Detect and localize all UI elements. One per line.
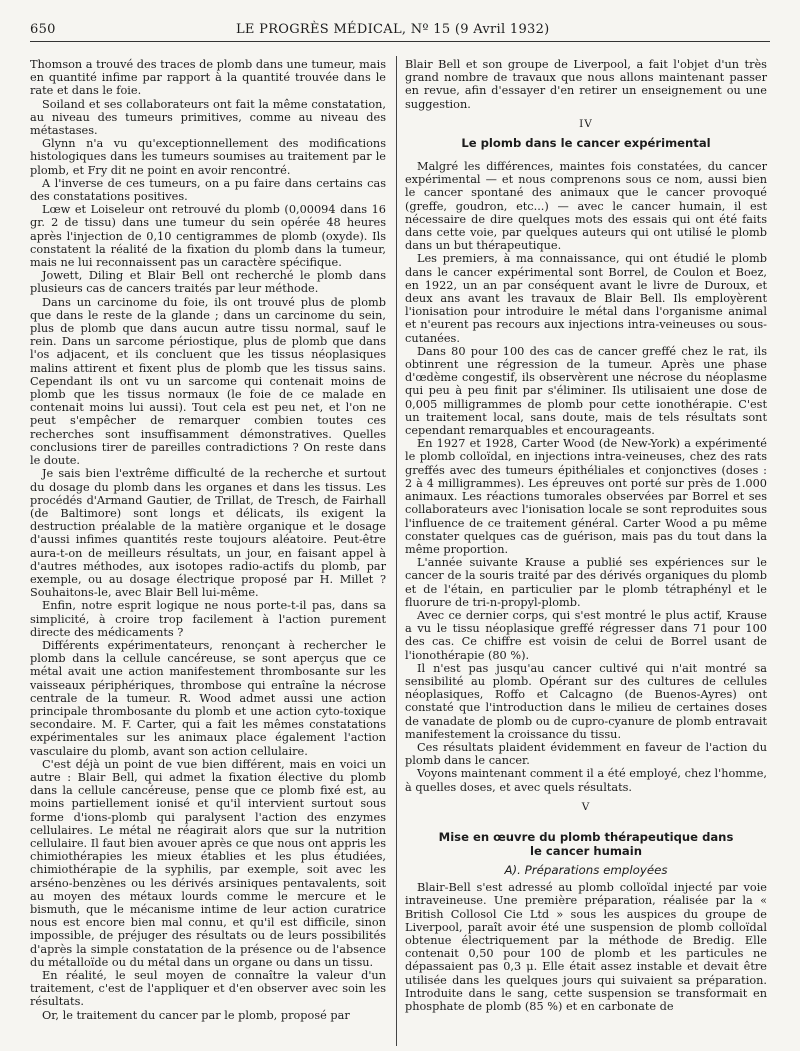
paragraph: En réalité, le seul moyen de connaître la valeur d'un traitement, c'est de l'appliquer et d'en observer avec soin les résultats. xyxy=(30,969,386,1009)
paragraph: Je sais bien l'extrême difficulté de la recherche et surtout du dosage du plomb dans les organes et dans les tissus. Les procédés d'Armand Gautier, de Trillat, de Tresch, de Fairhall (de Baltimore) sont longs et délicats, ils exigent la destruction préalable de la matière organique et le dosage d'aussi infimes quantités reste toujours aléatoire. Peut-être aura-t-on de meilleurs résultats, un jour, en faisant appel à d'autres méthodes, aux isotopes radio-actifs du plomb, par exemple, ou au dosage électrique proposé par H. Millet ? Souhaitons-le, avec Blair Bell lui-même. xyxy=(30,467,386,600)
paragraph: Voyons maintenant comment il a été employé, chez l'homme, à quelles doses, et avec quels résultats. xyxy=(405,767,767,794)
paragraph: Soiland et ses collaborateurs ont fait la même constatation, au niveau des tumeurs primitives, comme au niveau des métastases. xyxy=(30,97,386,138)
section-title-line: le cancer humain xyxy=(530,843,642,858)
paragraph: Il n'est pas jusqu'au cancer cultivé qui n'ait montré sa sensibilité au plomb. Opérant sur des cultures de cellules néoplasiques, Roffo et Calcagno (de Buenos-Ayres) ont constaté que l'introduction dans le milieu de certaines doses de vanadate de plomb ou de cupro-cyanure de plomb entravait manifestement la croissance du tissu. xyxy=(405,661,767,741)
paragraph: Or, le traitement du cancer par le plomb, proposé par xyxy=(42,1008,350,1022)
paragraph: Ces résultats plaident évidemment en faveur de l'action du plomb dans le cancer. xyxy=(405,740,767,768)
paragraph: Blair-Bell s'est adressé au plomb colloïdal injecté par voie intraveineuse. Une première préparation, réalisée par la « British Collosol Cie Ltd » sous les auspices du groupe de Liverpool, paraît avoir été une suspension de plomb colloïdal obtenue électriquement par la méthode de Bredig. Elle contenait 0,50 pour 100 de plomb et les particules ne dépassaient pas 0,3 μ. Elle était assez instable et devait être utilisée dans les quelques jours qui suivaient sa préparation. Introduite dans le sang, cette suspension se transformait en phosphate de plomb (85 %) et en carbonate de xyxy=(405,881,767,1013)
paragraph: C'est déjà un point de vue bien différent, mais en voici un autre : Blair Bell, qui admet la fixation élective du plomb dans la cellule cancéreuse, pense que ce plomb fixé est, au moins partiellement ionisé et qu'il intervient surtout sous forme d'ions-plomb qui paralysent l'action des enzymes cellulaires. Le métal ne réagirait alors que sur la nutrition cellulaire. Il faut bien avouer après ce que nous ont appris les chimiothérapies les mieux établies et les plus étudiées, chimiothérapie de la syphilis, par exemple, soit avec les arséno-benzènes ou les dérivés arsiniques pentavalents, soit au moyen des métaux lourds comme le mercure et le bismuth, que le mécanisme intime de leur action curatrice nous est encore bien mal connu, et qu'il est difficile, sinon impossible, de préjuger des résultats ou de leurs possibilités d'après la simple constatation de la présence ou de l'absence du métalloïde ou du métal dans un organe ou dans un tissu. xyxy=(30,757,386,969)
paragraph: Dans 80 pour 100 des cas de cancer greffé chez le rat, ils obtinrent une régression de la tumeur. Après une phase d'œdème congestif, ils observèrent une nécrose du néoplasme qui peu à peu finit par s'éliminer. Ils utilisaient une dose de 0,005 milligrammes de plomb pour cette ionothérapie. C'est un traitement local, sans doute, mais de tels résultats sont cependant remarquables et encourageants. xyxy=(405,344,767,438)
paragraph: L'année suivante Krause a publié ses expériences sur le cancer de la souris traité par des dérivés organiques du plomb et de l'étain, en particulier par le plomb tétraphényl et le fluorure de tri-n-propyl-plomb. xyxy=(405,556,767,609)
paragraph: Les premiers, à ma connaissance, qui ont étudié le plomb dans le cancer expérimental sont Borrel, de Coulon et Boez, en 1922, un an par conséquent avant le livre de Duroux, et deux ans avant les travaux de Blair Bell. Ils employèrent l'ionisation pour introduire le métal dans l'organisme animal et n'eurent pas recours aux injections intra-veineuses ou sous-cutanées. xyxy=(405,252,767,345)
paragraph: Différents expérimentateurs, renonçant à rechercher le plomb dans la cellule cancéreuse, se sont aperçus que ce métal avait une action manifestement thrombosante sur les vaisseaux périphériques, thrombose qui entraîne la nécrose centrale de la tumeur. R. Wood admet aussi une action principale thrombosante du plomb et une action cyto-toxique secondaire. M. F. Carter, qui a fait les mêmes constatations expérimentales sur les animaux place également l'action vasculaire du plomb, avant son action cellulaire. xyxy=(30,638,386,758)
page-number: 650 xyxy=(30,22,56,37)
running-header xyxy=(30,18,770,44)
column-divider xyxy=(396,56,397,1046)
paragraph: Malgré les différences, maintes fois constatées, du cancer expérimental — et nous comprenons sous ce nom, aussi bien le cancer spontané des animaux que le cancer provoqué (greffe, goudron, etc...) — avec le cancer humain, il est nécessaire de dire quelques mots des essais qui ont été faits dans cette voie, par quelques auteurs qui ont utilisé le plomb dans un but thérapeutique. xyxy=(405,160,767,253)
paragraph: Enfin, notre esprit logique ne nous porte-t-il pas, dans sa simplicité, à croire trop facilement à l'action purement directe des médicaments ? xyxy=(30,599,386,639)
section-title-line: Mise en œuvre du plomb thérapeutique dans xyxy=(438,829,734,844)
paragraph: A l'inverse de ces tumeurs, on a pu faire dans certains cas des constatations positives. xyxy=(30,176,386,204)
section-title xyxy=(405,830,767,858)
header-rule xyxy=(30,41,770,42)
right-column xyxy=(405,58,767,1013)
paragraph: Avec ce dernier corps, qui s'est montré le plus actif, Krause a vu le tissu néoplasique greffé régresser dans 71 pour 100 des cas. Ce chiffre est voisin de celui de Borrel usant de l'ionothérapie (80 %). xyxy=(405,608,767,662)
section-number: IV xyxy=(579,117,593,130)
paragraph: Blair Bell et son groupe de Liverpool, a fait l'objet d'un très grand nombre de travaux que nous allons maintenant passer en revue, afin d'essayer d'en retirer un enseignement ou une suggestion. xyxy=(405,58,767,111)
left-column xyxy=(30,58,386,1022)
running-title: LE PROGRÈS MÉDICAL, Nº 15 (9 Avril 1932) xyxy=(236,22,550,37)
section-title: Le plomb dans le cancer expérimental xyxy=(461,136,711,151)
paragraph: Lœw et Loiseleur ont retrouvé du plomb (0,00094 dans 16 gr. 2 de tissu) dans une tumeur du sein opérée 48 heures après l'injection de 0,10 centigrammes de plomb (oxyde). Ils constatent la réalité de la fixation du plomb dans la tumeur, mais ne lui reconnaissent pas un caractère spécifique. xyxy=(30,203,386,270)
paragraph: Thomson a trouvé des traces de plomb dans une tumeur, mais en quantité infime par rapport à la quantité trouvée dans le rate et dans le foie. xyxy=(30,58,387,98)
paragraph: Jowett, Diling et Blair Bell ont recherché le plomb dans plusieurs cas de cancers traités par leur méthode. xyxy=(30,269,386,296)
paragraph: Glynn n'a vu qu'exceptionnellement des modifications histologiques dans les tumeurs soumises au traitement par le plomb, et Fry dit ne point en avoir rencontré. xyxy=(30,137,386,177)
subsection-title: A). Préparations employées xyxy=(504,862,668,877)
paragraph: En 1927 et 1928, Carter Wood (de New-York) a expérimenté le plomb colloïdal, en injections intra-veineuses, chez des rats greffés avec des tumeurs épithéliales et conjonctives (doses : 2 à 4 milligrammes). Les épreuves ont porté sur près de 1.000 animaux. Les réactions tumorales observées par Borrel et ses collaborateurs avec l'ionisation locale se sont reproduites sous l'influence de ce traitement général. Carter Wood a pu même constater quelques cas de guérison, mais pas du tout dans la même proportion. xyxy=(405,437,767,556)
section-number: V xyxy=(581,800,591,813)
paragraph: Dans un carcinome du foie, ils ont trouvé plus de plomb que dans le reste de la glande ; dans un carcinome du sein, plus de plomb que dans aucun autre tissu normal, sauf le rein. Dans un sarcome périostique, plus de plomb que dans l'os adjacent, et ils concluent que les tissus néoplasiques malins attirent et fixent plus de plomb que les tissus sains. Cependant ils ont vu un sarcome qui contenait moins de plomb que les tissus normaux (le foie de ce malade en contenait moins lui aussi). Tout cela est peu net, et l'on ne peut s'empêcher de remarquer combien toutes ces recherches sont insuffisamment démonstratives. Quelles conclusions tirer de pareilles contradictions ? On reste dans le doute. xyxy=(30,295,386,468)
